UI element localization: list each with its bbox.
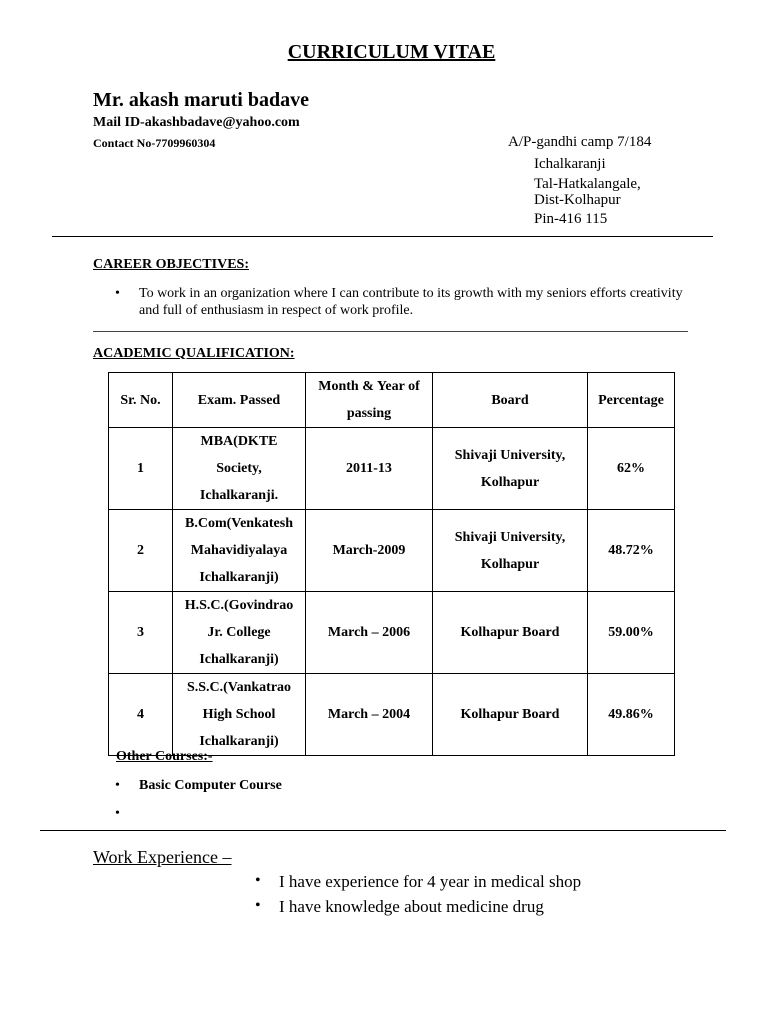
bullet-icon: • [255,897,261,914]
work-experience-item: I have experience for 4 year in medical shop [279,872,582,891]
document-title: CURRICULUM VITAE [287,41,496,63]
bullet-icon: • [255,872,261,889]
contact-number: Contact No-7709960304 [93,136,216,150]
board-cell: Shivaji University, Kolhapur [433,428,588,510]
year-cell: March – 2004 [306,674,433,756]
sr-cell: 4 [109,674,173,756]
work-experience-heading: Work Experience – [93,847,232,867]
sr-cell: 1 [109,428,173,510]
address-line: Ichalkaranji [534,156,606,172]
board-cell: Kolhapur Board [433,674,588,756]
career-objective-text: To work in an organization where I can contribute to its growth with my seniors efforts creativity and full of enthusiasm in respect of work profile. [139,286,683,318]
percentage-cell: 48.72% [588,510,675,592]
column-header: Percentage [588,373,675,428]
candidate-name: Mr. akash maruti badave [93,89,309,111]
table-row [109,510,675,592]
table-header-row [109,373,675,428]
table-row [109,428,675,510]
academic-qualification-heading: ACADEMIC QUALIFICATION: [93,346,295,361]
address-line: Pin-416 115 [534,211,608,227]
board-cell: Kolhapur Board [433,592,588,674]
address-line: Dist-Kolhapur [534,192,621,208]
divider [40,830,726,831]
exam-cell: S.S.C.(Vankatrao High School Ichalkaranji) [173,674,306,756]
sr-cell: 2 [109,510,173,592]
column-header: Board [433,373,588,428]
year-cell: March-2009 [306,510,433,592]
bullet-icon: • [115,806,120,821]
column-header: Sr. No. [109,373,173,428]
year-cell: 2011-13 [306,428,433,510]
percentage-cell: 62% [588,428,675,510]
board-cell: Shivaji University, Kolhapur [433,510,588,592]
divider [93,331,688,332]
bullet-icon: • [115,778,120,793]
percentage-cell: 59.00% [588,592,675,674]
academic-table [108,372,675,756]
exam-cell: B.Com(Venkatesh Mahavidiyalaya Ichalkaranji) [173,510,306,592]
address-line: A/P-gandhi camp 7/184 [508,134,652,150]
exam-cell: H.S.C.(Govindrao Jr. College Ichalkaranji) [173,592,306,674]
other-courses-heading: Other Courses:- [116,749,213,764]
percentage-cell: 49.86% [588,674,675,756]
table-row [109,674,675,756]
bullet-icon: • [115,286,120,301]
divider [52,236,713,237]
career-objectives-heading: CAREER OBJECTIVES: [93,257,249,272]
course-item: Basic Computer Course [139,778,282,793]
sr-cell: 3 [109,592,173,674]
year-cell: March – 2006 [306,592,433,674]
work-experience-item: I have knowledge about medicine drug [279,897,544,916]
mail-id: Mail ID-akashbadave@yahoo.com [93,115,300,130]
column-header: Exam. Passed [173,373,306,428]
column-header: Month & Year of passing [306,373,433,428]
address-line: Tal-Hatkalangale, [534,176,641,192]
exam-cell: MBA(DKTE Society, Ichalkaranji. [173,428,306,510]
table-row [109,592,675,674]
